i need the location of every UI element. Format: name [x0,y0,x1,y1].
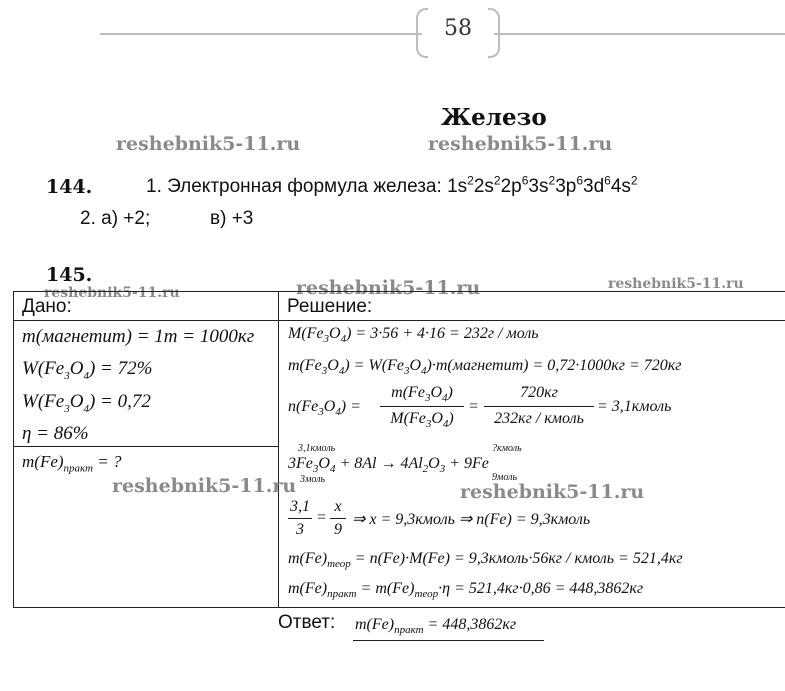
page-number: 58 [444,16,472,41]
watermark: reshebnik5-11.ru [116,133,301,155]
section-title: Железо [441,104,547,131]
eq-annotation-above: ?кмоль [492,443,522,454]
moles-result: = 3,1кмоль [597,398,672,415]
answer-value: $m(Fe)_{практ} = 448,3862кг$ [355,616,517,637]
fraction-numerator: $m(Fe_3O_4)$ [391,384,453,405]
fraction-bar [288,518,312,519]
solution-line-mass: $m(Fe_3O_4)$ = $W(Fe_3O_4)\cdot m(магнетит) = 0,72\cdot 1000кг = 720кг$ [288,357,682,378]
p144-line1-text: 1. Электронная формула железа: [146,176,448,197]
given-item: $W(Fe_3O_4) = 72\%$ [22,358,153,382]
equals-sign: = [468,398,479,415]
p144-answer-a: 2. а) +2; [80,208,151,229]
given-item: $W(Fe_3O_4) = 0,72$ [22,391,151,415]
solution-line-moles-left: $n(Fe_3O_4)$ = [288,398,361,419]
fraction-denominator: $M(Fe_3O_4)$ [390,410,454,431]
solution-line-molar-mass: $M(Fe_3O_4) = 3\cdot 56 + 4\cdot 16 = 232г$ / моль [288,325,539,346]
page-number-frame [416,2,500,58]
answer-label: Ответ: [278,612,336,633]
header-rule-right [494,33,785,35]
solution-line-theoretical: $m(Fe)_{теор} = n(Fe)\cdot M(Fe)$ = 9,3кмоль·56кг / кмоль = 521,4кг [288,550,683,571]
problem-number-145: 145. [46,264,93,286]
given-header: Дано: [22,296,72,317]
fraction-bar [380,406,464,407]
fraction-bar [330,518,346,519]
electron-formula: $1s^22s^22p^63s^23p^63d^64s^2$ [447,173,638,197]
p144-line1 [146,173,638,198]
fraction-numerator: 720кг [520,384,558,401]
given-item: η = 86% [22,423,89,444]
solution-header: Решение: [287,296,373,317]
proportion-denominator: 9 [334,521,342,538]
p144-answer-b: в) +3 [210,208,254,229]
answer-underline [353,640,544,641]
equals-sign: = [316,509,327,526]
watermark: reshebnik5-11.ru [296,277,481,299]
watermark: reshebnik5-11.ru [44,285,180,301]
eq-annotation-above: 3,1кмоль [298,443,336,454]
proportion-result: ⇒ x = 9,3кмоль ⇒ n(Fe) = 9,3кмоль [352,511,591,528]
watermark: reshebnik5-11.ru [608,276,744,292]
solution-line-practical: $m(Fe)_{практ} = m(Fe)_{теор}\cdot\eta = 521,4кг\cdot 0,86 = 448,3862кг$ [288,580,644,601]
watermark: reshebnik5-11.ru [460,481,645,503]
table-divider-vertical [278,291,279,607]
reaction-equation: $3Fe_3O_4 + 8Al \to 4Al_2O_3 + 9Fe$ [288,455,489,476]
watermark: reshebnik5-11.ru [428,133,613,155]
table-header-rule [13,320,785,321]
proportion-numerator: 3,1 [290,498,310,515]
given-find-rule [13,446,279,447]
find-item: $m(Fe)_{практ}$ = ? [22,452,122,475]
watermark: reshebnik5-11.ru [112,475,297,497]
fraction-denominator: 232кг / кмоль [494,410,584,427]
proportion-denominator: 3 [296,521,304,538]
given-item: m(магнетит) = 1т = 1000кг [22,326,255,347]
eq-annotation-below: 9моль [492,472,518,483]
fraction-bar [484,406,594,407]
header-rule-left [100,33,422,35]
problem-number-144: 144. [46,176,93,198]
proportion-numerator: x [334,498,342,515]
eq-annotation-below: 3моль [300,474,326,485]
